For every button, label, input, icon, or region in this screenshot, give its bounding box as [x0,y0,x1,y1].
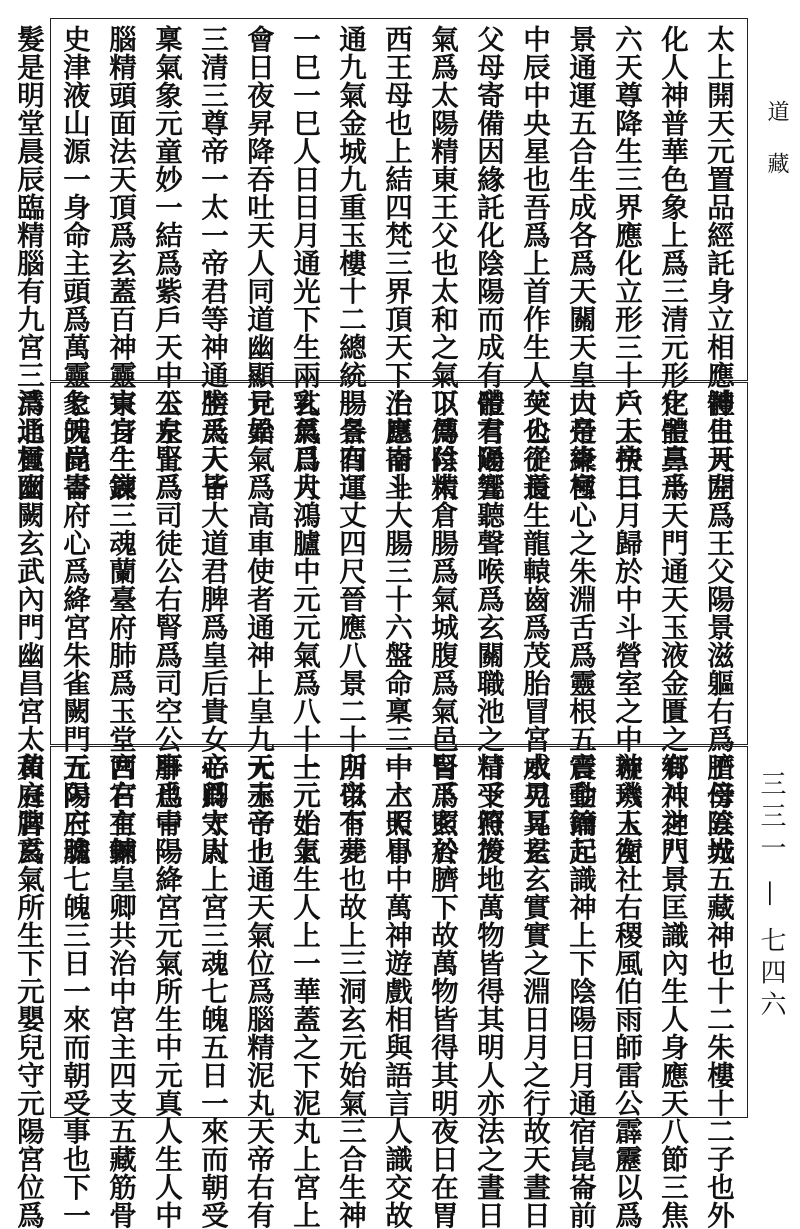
text-column: 所以有夢也故上三洞玄元始氣三合生神 [334,753,366,1229]
text-column: 口是絳宮心之朱淵舌爲靈根五音金鑰元 [564,389,596,865]
text-column: 通九氣金城九重玉樓十二總統一景四運 [334,25,366,501]
text-column: 景通運五合生成各爲天關天皇大帝東極 [564,25,596,501]
margin-title: 道藏 [764,100,789,204]
page-number: 三三一 — 七四六 [756,770,786,1023]
text-column: 黃庭宮玄氣所生下元嬰兒守元陽宮位爲 [12,753,44,1229]
text-column: 爲北極幽闕玄武內門幽昌宮太和府脾爲 [12,389,44,865]
text-column: 英公子長生龍轅齒爲茂胎冒宮威刃耳是 [518,389,550,865]
text-column: 三清三尊帝一太一帝君等神通生天人皆 [196,25,228,501]
text-column: 會日夜昇降吞吐天人同道幽顯見異 [242,25,274,445]
text-column: 目下照於臍下故萬物皆得其明夜日在胃 [426,753,458,1229]
text-panel-3 [12,746,748,1229]
text-column: 元赤子上通天氣位爲腦精泥丸天帝右有 [242,753,274,1229]
text-column: 太上開天元置品經託身立相應體生天開 [702,25,734,501]
text-column: 臍傍五城五藏神也十二朱樓十二子也外 [702,753,734,1229]
text-column: 六天尊降生三界應化立形三十六天帝二 [610,25,642,501]
text-column: 帝君通響聽聲喉爲玄關職池之精受符復 [472,389,504,865]
text-columns [12,25,741,501]
text-column: 有八神八景匡識內生人身應天八節三焦 [656,753,688,1229]
text-columns [12,389,741,865]
text-column: 東宮主鍊三魂蘭臺府肺爲玉堂西宮主鍊 [104,389,136,865]
text-column: 膀爲天子大道君脾爲皇后貴女心爲太尉 [196,389,228,865]
text-column: 五內三魂七魄三日一來而朝受事也下一 [58,753,90,1229]
text-column: 稟氣象元童妙一結爲紫戶天中玉泉上爲 [150,25,182,501]
text-column: 腦精頭面法天頂爲玄蓋百神靈宗身生宸 [104,25,136,501]
text-column: 公左腎爲司徒公右腎爲司空公肝爲青陽 [150,389,182,865]
text-column: 上元始氣生人上一華蓋之下泥丸上宮上 [288,753,320,1229]
text-column: 中上照胃中萬神遊戲相與語言人識交故 [380,753,412,1229]
text-column: 震動而起識神上下陰陽日月通宿崑崙前 [564,753,596,1229]
text-column: 史津液山源一身命主頭爲萬靈象天昆崙 [58,25,90,501]
text-column: 戶上抉日月歸於中斗營室之中璇璣玉衡 [610,389,642,865]
text-column: 化人神普華色象上爲三清元形化主三十 [656,25,688,501]
text-column: 父母寄備因緣託化陰陽而成有體有陽元 [472,25,504,501]
text-panel-2 [12,382,748,865]
text-column: 日下照於地萬物皆得其明人亦法之晝日 [472,753,504,1229]
text-column: 氣爲太陽精東王父也太和之氣以爲陰精 [426,25,458,501]
text-column: 玄氣爲大鴻臚中元元氣爲八十一元士上 [288,389,320,865]
text-column: 事也中一絳宮元氣所生中元真人生人中 [150,753,182,1229]
text-column: 上應南斗大腸三十六盤命稟三十六天小 [380,389,412,865]
text-column: 水晃晃玄玄實實之淵日月之行故天晝日 [518,753,550,1229]
text-column: 神六人左社右稷風伯雨師雷公霹靂以爲 [610,753,642,1229]
text-column: 宮右有輔皇卿共治中宮主四支五藏筋骨 [104,753,136,1229]
text-column: 七魄尚書府心爲絳宮朱雀闕門元陽府膽 [58,389,90,865]
text-column: 一巳一巳人日日月通光下生兩乳爲日月 [288,25,320,501]
text-columns [12,753,741,1229]
text-column: 西王母也上結四梵三界頂天下治崑崙上 [380,25,412,501]
text-column: 神日月左爲王父陽景滋軀右爲王母陰光 [702,389,734,865]
text-column: 定體鼻爲天門通天玉液金匱之鄉神之門 [656,389,688,865]
text-panel-1 [12,18,748,501]
text-column: 腸各有二丈四尺晉應八景二十四帝下元 [334,389,366,865]
text-column: 下傳付太倉腸爲氣城腹爲氣邑腎爲玄谷 [426,389,458,865]
text-column: 元始氣爲高車使者通神上皇九天玉帝也 [242,389,274,865]
text-column: 帝卿守人上宮三魂七魄五日一來而朝受 [196,753,228,1229]
text-column: 中辰中央星也吾爲上首作生人父也從道 [518,25,550,501]
text-column: 髮是明堂晨辰臨精腦有九宮三清通貫面 [12,25,44,501]
